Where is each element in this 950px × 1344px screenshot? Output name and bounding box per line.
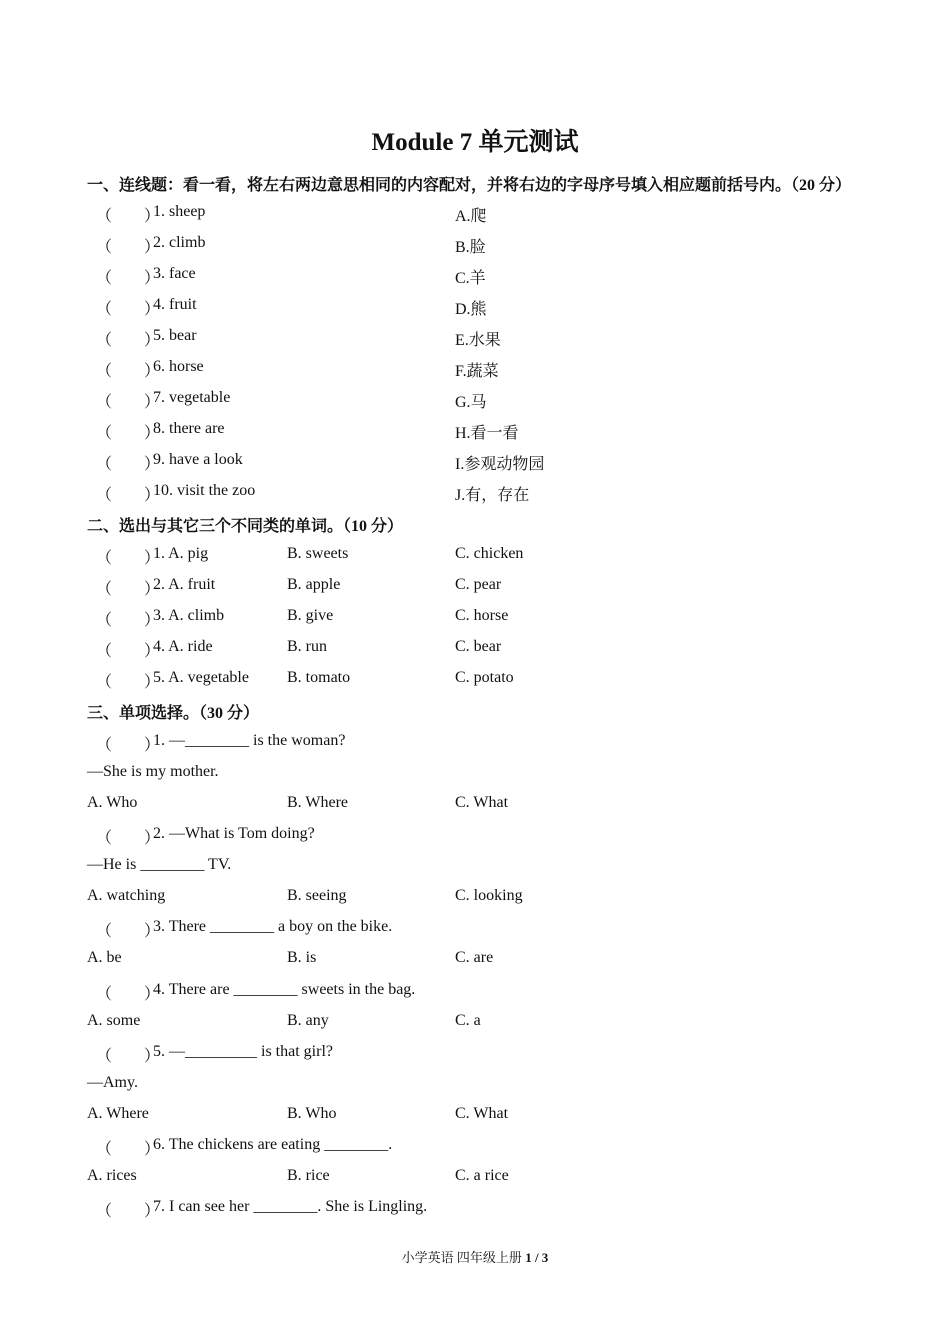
question-text: 6. The chickens are eating ________.: [153, 1136, 393, 1153]
option-a: A. be: [87, 949, 122, 966]
option-c: C. looking: [455, 887, 523, 904]
option-a: 4. A. ride: [153, 638, 213, 655]
section3-heading: 三、单项选择。（30 分）: [87, 705, 260, 722]
question-row: [0, 1136, 950, 1158]
match-left: 4. fruit: [153, 296, 197, 313]
option-a: A. rices: [87, 1167, 137, 1184]
answer-bracket[interactable]: （ ）: [96, 986, 161, 1003]
option-b: B. Where: [287, 794, 349, 811]
option-b: B. sweets: [287, 545, 349, 562]
match-left: 1. sheep: [153, 203, 206, 220]
option-c: C. a rice: [455, 1167, 509, 1184]
page-title: Module 7 单元测试: [371, 129, 579, 156]
match-left: 2. climb: [153, 234, 206, 251]
answer-bracket[interactable]: （ ）: [96, 425, 161, 442]
match-right: E.水果: [455, 332, 501, 349]
answer-bracket[interactable]: （ ）: [96, 643, 161, 660]
answer-bracket[interactable]: （ ）: [96, 830, 161, 847]
answer-bracket[interactable]: （ ）: [96, 239, 161, 256]
option-a: A. some: [87, 1012, 141, 1029]
question-text: 4. There are ________ sweets in the bag.: [153, 981, 416, 998]
question-row: [0, 732, 950, 754]
answer-bracket[interactable]: （ ）: [96, 1048, 161, 1065]
answer-bracket[interactable]: （ ）: [96, 612, 161, 629]
match-left: 10. visit the zoo: [153, 482, 256, 499]
option-c: C. What: [455, 794, 509, 811]
question-row: [0, 1043, 950, 1065]
answer-bracket[interactable]: （ ）: [96, 581, 161, 598]
question-row: [0, 981, 950, 1003]
match-left: 6. horse: [153, 358, 204, 375]
options-row: [0, 1105, 950, 1127]
options-row: [0, 949, 950, 971]
option-c: C. bear: [455, 638, 502, 655]
odd-one-out-row: [0, 638, 950, 660]
answer-bracket[interactable]: （ ）: [96, 363, 161, 380]
question-row: [0, 825, 950, 847]
question-row: [0, 918, 950, 940]
odd-one-out-row: [0, 607, 950, 629]
question-text: 3. There ________ a boy on the bike.: [153, 918, 393, 935]
match-row: [0, 234, 950, 256]
match-right: D.熊: [455, 301, 487, 318]
option-b: B. Who: [287, 1105, 337, 1122]
match-row: [0, 265, 950, 287]
dialogue-reply: [0, 856, 950, 878]
odd-one-out-row: [0, 576, 950, 598]
option-c: C. chicken: [455, 545, 524, 562]
option-c: C. potato: [455, 669, 514, 686]
page-number: 1 / 3: [525, 1250, 549, 1265]
option-c: C. horse: [455, 607, 509, 624]
option-b: B. run: [287, 638, 327, 655]
section1-heading: 一、连线题：看一看，将左右两边意思相同的内容配对，并将右边的字母序号填入相应题前括号内。（20 分）: [87, 177, 852, 194]
answer-bracket[interactable]: （ ）: [96, 487, 161, 504]
options-row: [0, 887, 950, 909]
option-a: A. Where: [87, 1105, 149, 1122]
match-right: J.有，存在: [455, 487, 530, 504]
match-left: 5. bear: [153, 327, 197, 344]
odd-one-out-row: [0, 669, 950, 691]
option-b: B. seeing: [287, 887, 347, 904]
match-left: 7. vegetable: [153, 389, 231, 406]
option-b: B. rice: [287, 1167, 330, 1184]
match-right: F.蔬菜: [455, 363, 499, 380]
match-left: 9. have a look: [153, 451, 243, 468]
question-text: 2. —What is Tom doing?: [153, 825, 315, 842]
options-row: [0, 1012, 950, 1034]
match-right: G.马: [455, 394, 487, 411]
match-row: [0, 358, 950, 380]
question-text: 5. —_________ is that girl?: [153, 1043, 333, 1060]
match-row: [0, 420, 950, 442]
answer-bracket[interactable]: （ ）: [96, 674, 161, 691]
question-text: 1. —________ is the woman?: [153, 732, 346, 749]
match-right: B.脸: [455, 239, 486, 256]
match-right: I.参观动物园: [455, 456, 545, 473]
dialogue-reply: [0, 1074, 950, 1096]
answer-bracket[interactable]: （ ）: [96, 1141, 161, 1158]
option-a: 3. A. climb: [153, 607, 225, 624]
options-row: [0, 794, 950, 816]
match-right: H.看一看: [455, 425, 519, 442]
match-row: [0, 451, 950, 473]
match-right: C.羊: [455, 270, 486, 287]
answer-bracket[interactable]: （ ）: [96, 208, 161, 225]
answer-bracket[interactable]: （ ）: [96, 270, 161, 287]
footer-text: 小学英语 四年级上册: [401, 1250, 522, 1265]
page-footer: [0, 1247, 950, 1266]
answer-bracket[interactable]: （ ）: [96, 456, 161, 473]
answer-bracket[interactable]: （ ）: [96, 301, 161, 318]
reply-text: —She is my mother.: [87, 763, 219, 780]
option-c: C. pear: [455, 576, 502, 593]
option-b: B. apple: [287, 576, 341, 593]
match-left: 3. face: [153, 265, 196, 282]
answer-bracket[interactable]: （ ）: [96, 332, 161, 349]
match-row: [0, 296, 950, 318]
option-c: C. What: [455, 1105, 509, 1122]
match-row: [0, 482, 950, 504]
option-c: C. are: [455, 949, 494, 966]
question-text: 7. I can see her ________. She is Lingling.: [153, 1198, 428, 1215]
option-a: 2. A. fruit: [153, 576, 216, 593]
section2-heading: 二、选出与其它三个不同类的单词。（10 分）: [87, 518, 404, 535]
answer-bracket[interactable]: （ ）: [96, 394, 161, 411]
answer-bracket[interactable]: （ ）: [96, 550, 161, 567]
reply-text: —He is ________ TV.: [87, 856, 232, 873]
option-b: B. give: [287, 607, 334, 624]
option-a: A. watching: [87, 887, 166, 904]
odd-one-out-row: [0, 545, 950, 567]
match-right: A.爬: [455, 208, 487, 225]
match-row: [0, 327, 950, 349]
match-row: [0, 389, 950, 411]
options-row: [0, 1167, 950, 1189]
option-c: C. a: [455, 1012, 481, 1029]
match-left: 8. there are: [153, 420, 225, 437]
question-row: [0, 1198, 950, 1220]
answer-bracket[interactable]: （ ）: [96, 737, 161, 754]
option-b: B. any: [287, 1012, 329, 1029]
answer-bracket[interactable]: （ ）: [96, 923, 161, 940]
dialogue-reply: [0, 763, 950, 785]
match-row: [0, 203, 950, 225]
option-b: B. tomato: [287, 669, 351, 686]
option-a: 1. A. pig: [153, 545, 209, 562]
answer-bracket[interactable]: （ ）: [96, 1203, 161, 1220]
reply-text: —Amy.: [87, 1074, 138, 1091]
option-b: B. is: [287, 949, 317, 966]
option-a: 5. A. vegetable: [153, 669, 249, 686]
option-a: A. Who: [87, 794, 138, 811]
